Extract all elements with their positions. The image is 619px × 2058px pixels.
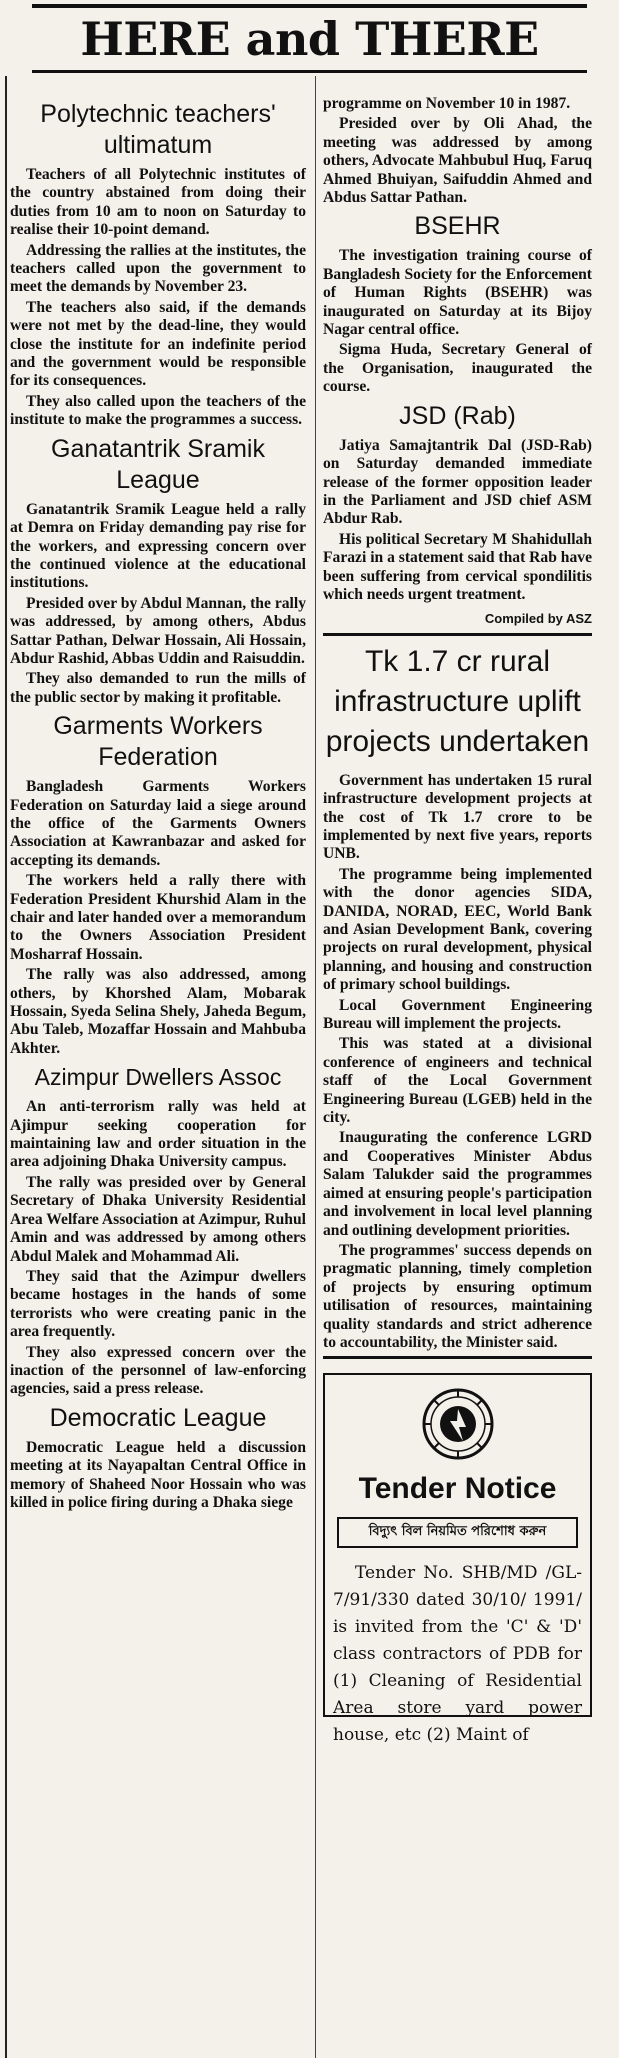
headline-democratic: Democratic League [49, 1403, 267, 1432]
column-divider [315, 76, 316, 2058]
article-paragraph: Presided over by Abdul Mannan, the rally was addressed, by among others, Abdus Sattar Pathan, Delwar Hossain, Ali Hossain, Abdur Rashid, Abbas Uddin and Raisuddin. [10, 594, 306, 667]
article-azimpur [10, 1062, 306, 1399]
article-paragraph: Local Government Engineering Bureau will implement the projects. [323, 996, 592, 1033]
article-jsd [323, 401, 592, 605]
article-ganatantrik [10, 434, 306, 707]
headline-rural-projects: Tk 1.7 cr rural infrastructure uplift projects undertaken [325, 644, 590, 758]
headline-azimpur: Azimpur Dwellers Assoc [34, 1064, 282, 1091]
article-democratic-continued [323, 95, 592, 207]
article-paragraph: They said that the Azimpur dwellers became hostages in the hands of some terrorists who were creating panic in the area frequently. [10, 1267, 306, 1341]
article-bsehr [323, 211, 592, 396]
tender-bengali-slogan: বিদ্যুৎ বিল নিয়মিত পরিশোধ করুন [337, 1517, 578, 1547]
article-paragraph: They also expressed concern over the inaction of the personnel of law-enforcing agencies, said a press release. [10, 1343, 306, 1398]
article-democratic [10, 1403, 306, 1513]
article-paragraph: An anti-terrorism rally was held at Ajimpur seeking cooperation for maintaining law and order situation in the area adjoining Dhaka University campus. [10, 1098, 306, 1171]
tender-notice-ad [323, 1373, 592, 1745]
article-paragraph: The rally was also addressed, among others, by Khorshed Alam, Mobarak Hossain, Syeda Selina Shely, Jaheda Begum, Abu Taleb, Mozaffar Hossain and Mahbuba Akhter. [10, 966, 306, 1057]
article-paragraph: Government has undertaken 15 rural infrastructure development projects at the cost of Tk 1.7 crore to be implemented by next five years, reports UNB. [323, 771, 592, 863]
article-paragraph: This was stated at a divisional conference of engineers and technical staff of the Local Government Engineering Bureau (LGEB) held in the city. [323, 1035, 592, 1127]
article-paragraph: The investigation training course of Bangladesh Society for the Enforcement of Human Rights (BSEHR) was inaugurated on Saturday at its Bijoy Nagar central office. [323, 247, 592, 339]
headline-jsd: JSD (Rab) [399, 401, 516, 430]
article-paragraph: They also called upon the teachers of the institute to make the programmes a success. [10, 392, 306, 429]
article-paragraph: The programme being implemented with the donor agencies SIDA, DANIDA, NORAD, EEC, World Bank and Asian Development Bank, covering projects on rural development, physical planning, and housing and construction of primary school buildings. [323, 865, 592, 994]
article-paragraph: Presided over by Oli Ahad, the meeting was addressed by among others, Advocate Mahbubul Huq, Faruq Ahmed Bhuiyan, Saifuddin Ahmed and Abdus Sattar Pathan. [323, 115, 592, 207]
tender-notice-body: Tender No. SHB/MD /GL-7/91/330 dated 30/10/ 1991/ is invited from the 'C' & 'D' class contractors of PDB for (1) Cleaning of Residential Area store yard power house, etc (2) Maint of [333, 1562, 582, 1745]
article-paragraph: Ganatantrik Sramik League held a rally at Demra on Friday demanding pay rise for the workers, and expressing concern over the continued violence at the educational institutions. [10, 500, 306, 592]
article-paragraph: Jatiya Samajtantrik Dal (JSD-Rab) on Saturday demanded immediate release of the former opposition leader in the Parliament and JSD chief ASM Abdur Rab. [323, 436, 592, 528]
article-paragraph: Sigma Huda, Secretary General of the Organisation, inaugurated the course. [323, 341, 592, 396]
tender-notice-title: Tender Notice [358, 1472, 557, 1506]
article-paragraph: Democratic League held a discussion meeting at its Nayapaltan Central Office in memory of Shaheed Noor Hossain who was killed in police firing during a Dhaka siege [10, 1438, 306, 1511]
section-rule [323, 633, 592, 636]
article-garments [10, 711, 306, 1058]
article-paragraph: They also demanded to run the mills of the public sector by making it profitable. [10, 670, 306, 706]
article-paragraph: His political Secretary M Shahidullah Farazi in a statement said that Rab have been suffering from cervical spondilitis which needs urgent treatment. [323, 530, 592, 603]
article-rural-projects [323, 642, 592, 1353]
left-border-rule [5, 76, 7, 2058]
headline-polytechnic: Polytechnic teachers' ultimatum [40, 100, 276, 159]
headline-garments: Garments Workers Federation [53, 712, 263, 772]
article-polytechnic [10, 99, 306, 430]
article-paragraph: Inaugurating the conference LGRD and Cooperatives Minister Abdus Salam Talukder said the programmes aimed at ensuring people's participation and involvement in local level planning and outlining development priorities. [323, 1129, 592, 1239]
page-masthead: HERE and THERE [80, 12, 539, 66]
article-paragraph: The programmes' success depends on pragmatic planning, timely completion of projects by ensuring optimum utilisation of resources, maintaining quality standards and strict adherence to accountability, the Minister said. [323, 1241, 592, 1351]
article-paragraph: The workers held a rally there with Federation President Khurshid Alam in the chair and later handed over a memorandum to the Owners Association President Mosharraf Hossain. [10, 872, 306, 963]
masthead-rule-top [32, 4, 587, 8]
left-column [10, 95, 306, 1514]
right-column [323, 95, 592, 1745]
article-paragraph: The teachers also said, if the demands were not met by the dead-line, they would close the institute for an indefinite period and the government would be responsible for its consequences. [10, 298, 306, 390]
article-paragraph: Teachers of all Polytechnic institutes of the country abstained from doing their duties from 10 am to noon on Saturday to realise their 10-point demand. [10, 166, 306, 239]
article-paragraph: programme on November 10 in 1987. [323, 95, 571, 112]
headline-ganatantrik: Ganatantrik Sramik League [51, 434, 265, 494]
compiled-by-credit: Compiled by ASZ [484, 611, 592, 627]
article-paragraph: Addressing the rallies at the institutes, the teachers called upon the government to meet the demands by November 23. [10, 241, 306, 296]
article-paragraph: The rally was presided over by General Secretary of Dhaka University Residential Area Welfare Association at Azimpur, Ruhul Amin and was addressed by among others Abdul Malek and Mohammad Ali. [10, 1173, 306, 1265]
masthead-rule-bottom [32, 70, 587, 73]
pdb-emblem-icon [421, 1387, 495, 1461]
section-rule [323, 1356, 592, 1359]
article-paragraph: Bangladesh Garments Workers Federation on Saturday laid a siege around the office of the Garments Owners Association at Kawranbazar and asked for accepting its demands. [10, 778, 306, 869]
headline-bsehr: BSEHR [414, 212, 501, 241]
